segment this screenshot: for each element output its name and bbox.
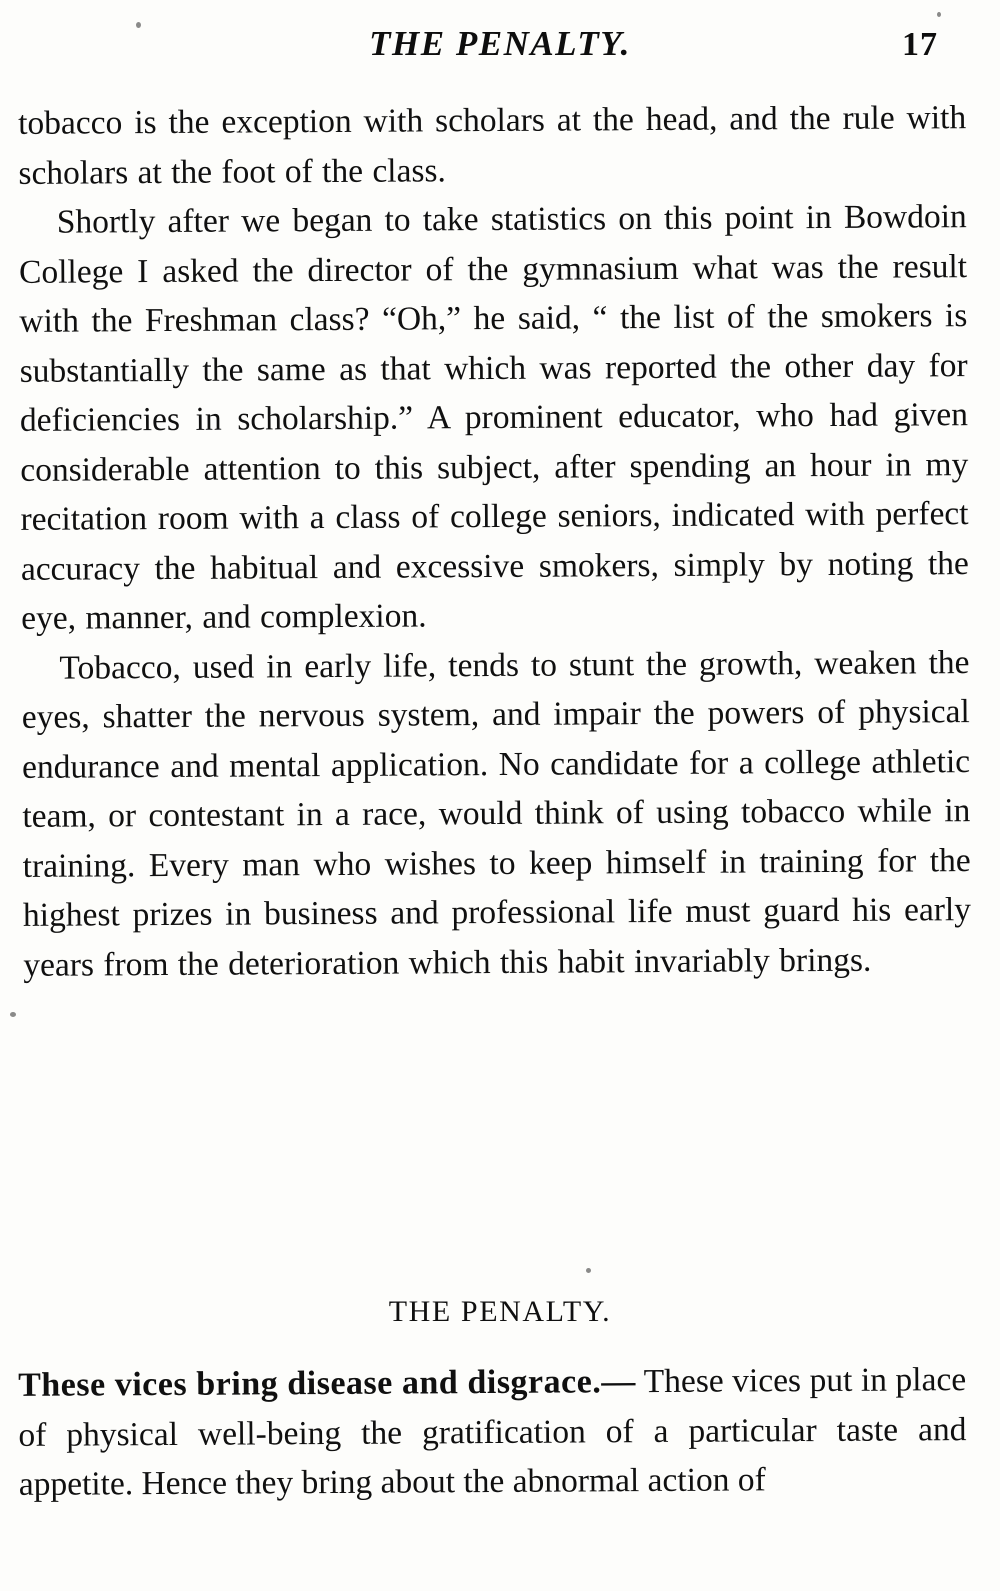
page-speckle [586,1268,591,1273]
paragraph: Shortly after we began to take statistics on this point in Bowdoin College I asked the director of the gymnasium what was the result with the Freshman class? “Oh,” he said, “ the list of the smokers is substantially the same as that which was reported the other day for deficiencies in scholarship.” A prominent educator, who had given considerable attention to this subject, after spending an hour in my recitation room with a class of college seniors, indicated with perfect accuracy the habitual and excessive smokers, simply by noting the eye, manner, and complexion. [18,198,969,637]
running-title: THE PENALTY. [369,24,631,63]
final-paragraph-block [18,1355,967,1509]
paragraph: Tobacco, used in early life, tends to stunt the growth, weaken the eyes, shatter the nervous system, and impair the powers of physical endurance and mental application. No candidate for a college athletic team, or contestant in a race, would think of using tobacco while in training. Every man who wishes to keep himself in training for the highest prizes in business and professional life must guard his early years from the deterioration which this habit invariably brings. [21,643,972,984]
running-head [0,24,1000,82]
paragraph: tobacco is the exception with scholars at the head, and the rule with scholars at the foot of the class. [18,99,967,192]
page-number: 17 [902,26,938,63]
lead-in-phrase: These vices bring disease and disgrace.— [18,1363,636,1404]
final-paragraph-text: These vices put in place of physical well-being the gratification of a particular taste and appetite. Hence they bring about the abnormal action of [18,1361,967,1503]
page-speckle [136,22,141,28]
final-paragraph [18,1355,967,1509]
page-speckle [10,1012,16,1017]
section-heading: THE PENALTY. [388,1295,612,1328]
body-text-block [18,93,971,990]
page-speckle [937,12,941,17]
